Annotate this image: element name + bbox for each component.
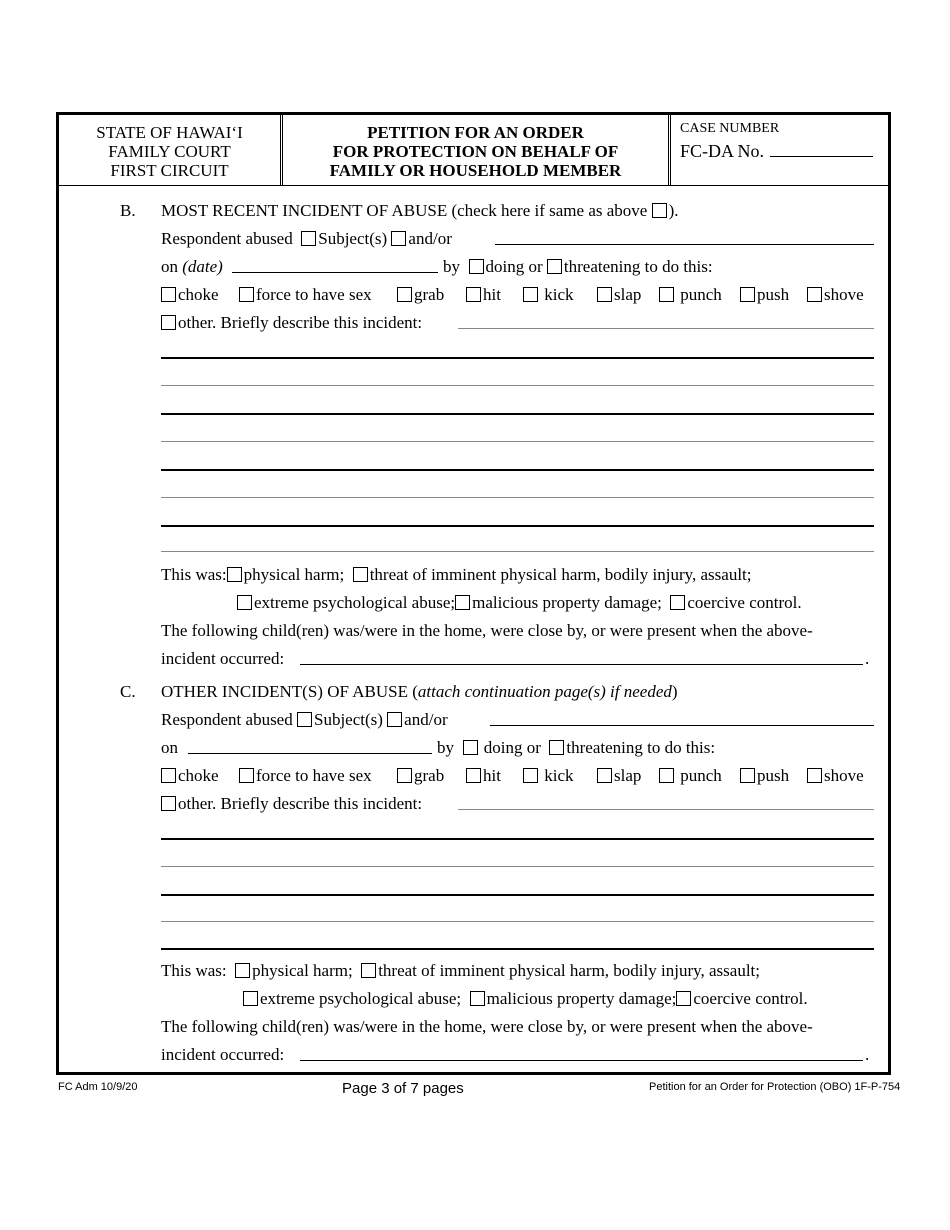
b-and-or-label: and/or [408, 229, 452, 248]
b-describe-line[interactable] [161, 357, 874, 359]
c-on-label: on [161, 738, 178, 757]
section-c-heading-italic: attach continuation page(s) if needed [417, 682, 672, 701]
b-doing-label: doing or [485, 257, 543, 276]
c-by-row [437, 738, 715, 758]
c-coercive-checkbox[interactable] [676, 991, 691, 1006]
b-children-line-2: incident occurred: [161, 649, 285, 668]
b-harm-row-1 [161, 565, 752, 585]
c-respondent-label: Respondent abused [161, 710, 293, 729]
b-other-row [161, 313, 422, 333]
b-date-label: (date) [182, 257, 223, 276]
b-children-period: . [865, 649, 870, 668]
b-respondent-label: Respondent abused [161, 229, 293, 248]
b-describe-line[interactable] [161, 469, 874, 471]
c-other-checkbox[interactable] [161, 796, 176, 811]
b-physical-harm-label: physical harm; [243, 565, 345, 584]
c-date-field[interactable] [188, 753, 432, 754]
c-describe-line[interactable] [161, 894, 874, 896]
case-number-label: CASE NUMBER [680, 121, 780, 136]
b-on-label: on [161, 257, 178, 276]
fcda-number-field[interactable] [770, 142, 873, 157]
c-doing-checkbox[interactable] [463, 740, 478, 755]
c-doing-label: doing or [483, 738, 541, 757]
footer-form-title: Petition for an Order for Protection (OBO) 1F-P-754 [649, 1081, 901, 1093]
c-describe-line[interactable] [161, 866, 874, 867]
b-act-punch[interactable]: punch [659, 285, 722, 305]
b-describe-line[interactable] [161, 441, 874, 442]
section-b-heading-end: ). [668, 201, 679, 220]
b-act-force[interactable]: force to have sex [239, 285, 372, 305]
c-threatening-checkbox[interactable] [549, 740, 564, 755]
c-describe-line[interactable] [161, 838, 874, 840]
b-act-shove[interactable]: shove [807, 285, 864, 305]
b-describe-line[interactable] [161, 413, 874, 415]
b-and-or-checkbox[interactable] [391, 231, 406, 246]
c-and-or-label: and/or [404, 710, 448, 729]
b-psych-label: extreme psychological abuse; [254, 593, 456, 612]
b-doing-checkbox[interactable] [469, 259, 484, 274]
b-other-checkbox[interactable] [161, 315, 176, 330]
c-children-line-2: incident occurred: [161, 1045, 285, 1064]
c-subjects-checkbox[interactable] [297, 712, 312, 727]
c-respondent-row [161, 710, 448, 730]
section-c-letter: C. [120, 682, 136, 701]
b-describe-line[interactable] [161, 551, 874, 552]
c-respondent-field[interactable] [490, 725, 874, 726]
section-c-heading-text: OTHER INCIDENT(S) OF ABUSE ( [161, 682, 418, 701]
c-other-row [161, 794, 422, 814]
title-line-3: FAMILY OR HOUSEHOLD MEMBER [329, 161, 622, 180]
footer-form-id: FC Adm 10/9/20 [58, 1081, 138, 1093]
b-respondent-row [161, 229, 452, 249]
c-property-checkbox[interactable] [470, 991, 485, 1006]
court-line-3: FIRST CIRCUIT [110, 161, 229, 180]
b-act-choke[interactable]: choke [161, 285, 219, 305]
b-children-field[interactable] [300, 664, 863, 665]
c-describe-line[interactable] [161, 948, 874, 950]
c-act-kick[interactable]: kick [523, 766, 574, 786]
b-describe-line[interactable] [161, 525, 874, 527]
c-subjects-label: Subject(s) [313, 710, 383, 729]
c-property-label: malicious property damage; [486, 989, 677, 1008]
b-act-hit[interactable]: hit [466, 285, 501, 305]
b-subjects-label: Subject(s) [318, 229, 388, 248]
b-coercive-label: coercive control. [687, 593, 802, 612]
b-physical-harm-checkbox[interactable] [227, 567, 242, 582]
c-harm-row-1 [161, 961, 760, 981]
section-b-heading [161, 201, 679, 221]
c-physical-harm-label: physical harm; [252, 961, 353, 980]
title-line-1: PETITION FOR AN ORDER [367, 123, 584, 142]
b-act-push[interactable]: push [740, 285, 789, 305]
c-threat-checkbox[interactable] [361, 963, 376, 978]
b-children-line-1: The following child(ren) was/were in the home, were close by, or were present when the above- [161, 621, 813, 640]
c-describe-line[interactable] [458, 809, 874, 810]
section-b-letter: B. [120, 201, 136, 220]
c-and-or-checkbox[interactable] [387, 712, 402, 727]
c-by-label: by [437, 738, 454, 757]
b-harm-row-2 [237, 593, 802, 613]
section-b-heading-text: MOST RECENT INCIDENT OF ABUSE (check here if same as above [161, 201, 648, 220]
c-act-hit[interactable]: hit [466, 766, 501, 786]
c-act-choke[interactable]: choke [161, 766, 219, 786]
b-this-was-label: This was: [161, 565, 227, 584]
b-act-grab[interactable]: grab [397, 285, 444, 305]
case-number-block [671, 115, 888, 185]
fcda-label: FC-DA No. [680, 141, 765, 161]
c-psych-label: extreme psychological abuse; [260, 989, 462, 1008]
c-this-was-label: This was: [161, 961, 227, 980]
c-describe-line[interactable] [161, 921, 874, 922]
b-other-label: other. Briefly describe this incident: [178, 313, 423, 332]
c-threatening-label: threatening to do this: [566, 738, 716, 757]
footer-page-number: Page 3 of 7 pages [342, 1080, 464, 1097]
court-line-2: FAMILY COURT [108, 142, 231, 161]
section-c-heading [161, 682, 678, 702]
title-line-2: FOR PROTECTION ON BEHALF OF [332, 142, 619, 161]
b-act-slap[interactable]: slap [597, 285, 641, 305]
b-property-label: malicious property damage; [472, 593, 662, 612]
section-c-heading-end: ) [671, 682, 678, 701]
b-threat-label: threat of imminent physical harm, bodily injury, assault; [369, 565, 752, 584]
c-act-force[interactable]: force to have sex [239, 766, 372, 786]
same-as-above-checkbox[interactable] [652, 203, 667, 218]
c-children-period: . [865, 1045, 870, 1064]
court-block [59, 115, 280, 185]
c-other-label: other. Briefly describe this incident: [178, 794, 423, 813]
court-line-1: STATE OF HAWAI‘I [96, 123, 243, 142]
b-describe-line[interactable] [161, 385, 874, 386]
form-header [59, 115, 888, 186]
c-threat-label: threat of imminent physical harm, bodily injury, assault; [378, 961, 760, 980]
b-describe-line[interactable] [161, 497, 874, 498]
b-psych-checkbox[interactable] [237, 595, 252, 610]
c-coercive-label: coercive control. [693, 989, 808, 1008]
b-act-kick[interactable]: kick [523, 285, 574, 305]
c-act-push[interactable]: push [740, 766, 789, 786]
b-by-label: by [443, 257, 460, 276]
c-harm-row-2 [243, 989, 808, 1009]
b-threatening-checkbox[interactable] [547, 259, 562, 274]
c-act-punch[interactable]: punch [659, 766, 722, 786]
b-threat-checkbox[interactable] [353, 567, 368, 582]
b-property-checkbox[interactable] [455, 595, 470, 610]
b-subjects-checkbox[interactable] [301, 231, 316, 246]
c-children-field[interactable] [300, 1060, 863, 1061]
b-describe-line[interactable] [458, 328, 874, 329]
b-date-row [161, 257, 223, 277]
c-act-slap[interactable]: slap [597, 766, 641, 786]
c-psych-checkbox[interactable] [243, 991, 258, 1006]
b-by-row [443, 257, 713, 277]
form-title [280, 115, 671, 185]
c-physical-harm-checkbox[interactable] [235, 963, 250, 978]
b-date-field[interactable] [232, 272, 438, 273]
c-act-grab[interactable]: grab [397, 766, 444, 786]
c-children-line-1: The following child(ren) was/were in the home, were close by, or were present when the above- [161, 1017, 813, 1036]
b-coercive-checkbox[interactable] [670, 595, 685, 610]
b-respondent-field[interactable] [495, 244, 874, 245]
c-act-shove[interactable]: shove [807, 766, 864, 786]
b-threatening-label: threatening to do this: [563, 257, 713, 276]
